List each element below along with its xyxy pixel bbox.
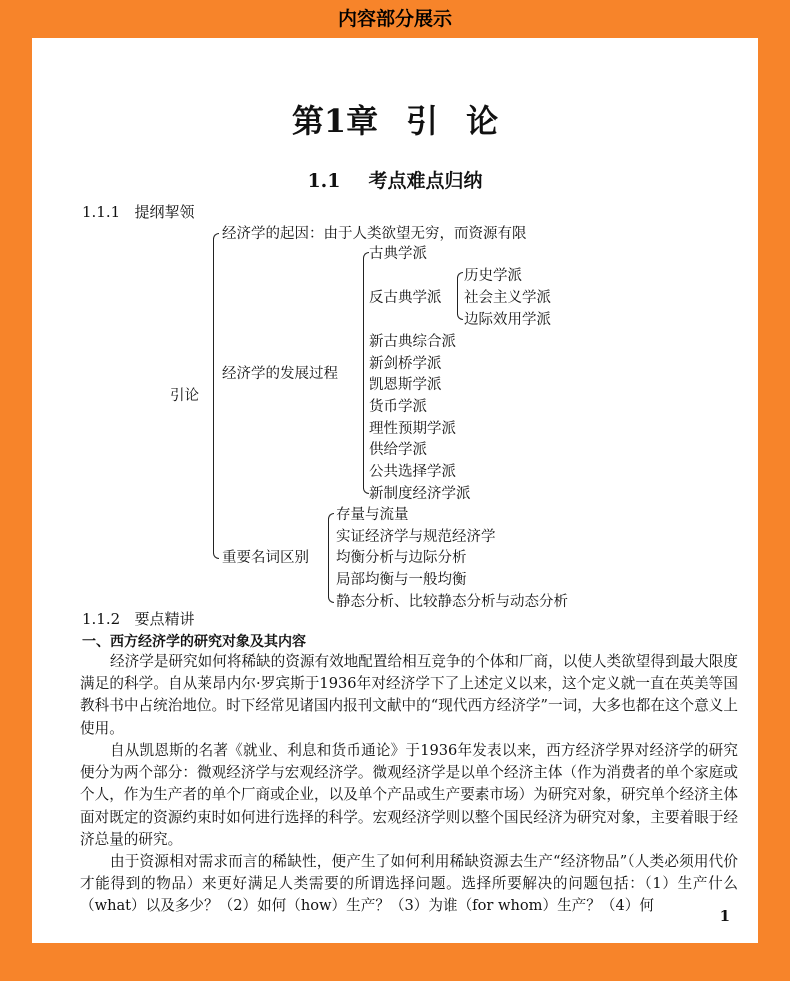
chapter-number: 第1章 (291, 102, 379, 140)
term-item: 均衡分析与边际分析 (336, 550, 467, 566)
anti-child: 边际效用学派 (464, 312, 551, 328)
outline-development: 经济学的发展过程 (222, 366, 338, 382)
school-classic: 古典学派 (369, 246, 427, 262)
paragraph: 由于资源相对需求而言的稀缺性，便产生了如何利用稀缺资源去生产“经济物品”（人类必须用代价才能得到的物品）来更好满足人类需要的所谓选择问题。选择所要解决的问题包括：（1）生产什么（what）以及多少？（2）如何（how）生产？（3）为谁（for whom）生产？（4）何 (80, 853, 738, 915)
paragraph: 自从凯恩斯的名著《就业、利息和货币通论》于1936年发表以来，西方经济学界对经济学的研究便分为两个部分：微观经济学与宏观经济学。微观经济学是以单个经济主体（作为消费者的单个家庭或个人，作为生产者的单个厂商或企业，以及单个产品或生产要素市场）为研究对象，研究单个经济主体面对既定的资源约束时如何进行选择的科学。宏观经济学则以整个国民经济为研究对象，主要着眼于经济总量的研究。 (80, 742, 738, 848)
school-item: 理性预期学派 (369, 421, 456, 437)
outline-cause: 经济学的起因：由于人类欲望无穷，而资源有限 (222, 226, 527, 242)
school-item: 公共选择学派 (369, 464, 456, 480)
school-item: 新古典综合派 (369, 334, 456, 350)
anti-classic-brace (457, 272, 463, 320)
paragraph: 经济学是研究如何将稀缺的资源有效地配置给相互竞争的个体和厂商，以使人类欲望得到最大限度满足的科学。自从莱昂内尔·罗宾斯于1936年对经济学下了上述定义以来，这个定义就一直在英美等国教科书中占统治地位。时下经常见诸国内报刊文献中的“现代西方经济学”一词，大多也都在这个意义上使用。 (80, 653, 738, 737)
anti-child: 社会主义学派 (464, 290, 551, 306)
school-item: 新制度经济学派 (369, 486, 471, 502)
outline-heading-number: 1.1.1 (82, 203, 121, 221)
school-item: 新剑桥学派 (369, 356, 442, 372)
outline-terms: 重要名词区别 (222, 550, 309, 566)
term-item: 存量与流量 (336, 507, 409, 523)
section-number: 1.1 (307, 170, 341, 192)
key-points-text: 要点精讲 (134, 610, 195, 628)
chapter-title (32, 96, 758, 142)
term-item: 静态分析、比较静态分析与动态分析 (336, 594, 568, 610)
school-item: 供给学派 (369, 442, 427, 458)
key-points-heading (82, 608, 195, 629)
banner-title: 内容部分展示 (337, 8, 452, 30)
chapter-word-1: 引 (406, 102, 439, 140)
terms-brace (328, 513, 334, 603)
school-item: 货币学派 (369, 399, 427, 415)
section-title (32, 166, 758, 193)
term-item: 实证经济学与规范经济学 (336, 529, 496, 545)
document-page (32, 38, 758, 943)
key-points-number: 1.1.2 (82, 610, 121, 628)
school-item: 凯恩斯学派 (369, 377, 442, 393)
school-anti-classic: 反古典学派 (369, 290, 442, 306)
page-number: 1 (719, 907, 730, 925)
key-points-subheading: 一、西方经济学的研究对象及其内容 (82, 634, 306, 650)
root-brace (213, 233, 219, 559)
term-item: 局部均衡与一般均衡 (336, 572, 467, 588)
outline-heading (82, 201, 195, 222)
outline-heading-text: 提纲挈领 (134, 203, 195, 221)
anti-child: 历史学派 (464, 268, 522, 284)
chapter-word-2: 论 (466, 102, 499, 140)
outline-root: 引论 (170, 388, 199, 404)
section-name: 考点难点归纳 (368, 170, 483, 192)
